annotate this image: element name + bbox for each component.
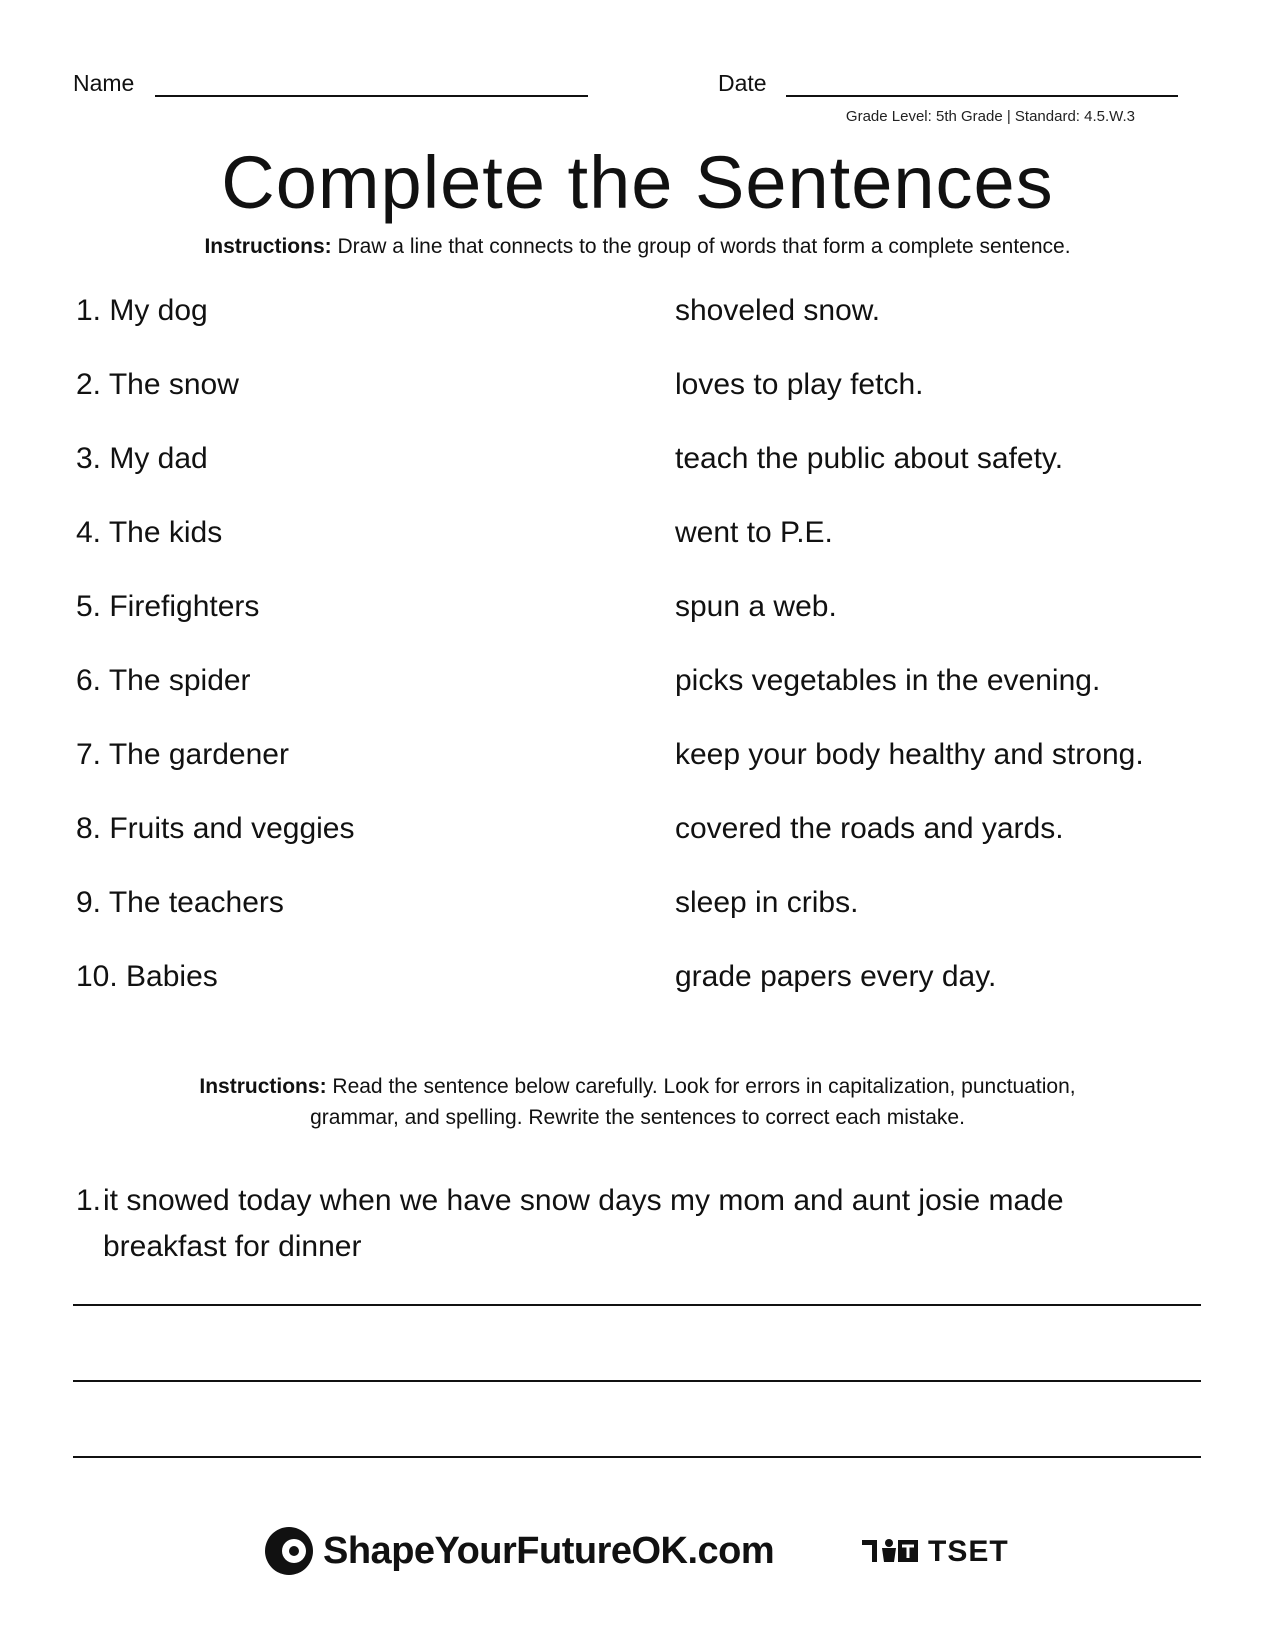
predicate-item: sleep in cribs. [675, 886, 859, 919]
instructions-text: Draw a line that connects to the group of words that form a complete sentence. [337, 235, 1071, 258]
instructions-label: Instructions: [204, 235, 332, 258]
subject-item: 6. The spider [76, 664, 251, 697]
predicate-item: shoveled snow. [675, 294, 881, 327]
name-label: Name [73, 70, 135, 96]
subject-item: 1. My dog [76, 294, 208, 327]
instructions-label: Instructions: [199, 1075, 327, 1098]
footer-brand [265, 1525, 774, 1577]
predicate-item: loves to play fetch. [675, 368, 924, 401]
matching-instructions [0, 235, 1275, 259]
answer-line[interactable] [73, 1304, 1201, 1306]
predicate-item: teach the public about safety. [675, 442, 1064, 475]
rewrite-instructions-line2: grammar, and spelling. Rewrite the sentences to correct each mistake. [310, 1106, 965, 1129]
subject-item: 10. Babies [76, 960, 218, 993]
footer-site-url: ShapeYourFutureOK.com [323, 1529, 775, 1572]
date-label: Date [718, 70, 767, 96]
predicate-item: picks vegetables in the evening. [675, 664, 1101, 697]
answer-line[interactable] [73, 1456, 1201, 1458]
subject-item: 7. The gardener [76, 738, 289, 771]
page-title: Complete the Sentences [221, 141, 1054, 224]
name-input-line[interactable] [155, 95, 588, 97]
subject-item: 9. The teachers [76, 886, 284, 919]
rewrite-sentence [76, 1178, 1186, 1270]
answer-line[interactable] [73, 1380, 1201, 1382]
predicate-item: went to P.E. [675, 516, 833, 549]
subject-item: 5. Firefighters [76, 590, 260, 623]
subject-item: 2. The snow [76, 368, 239, 401]
tset-brand [862, 1535, 1009, 1569]
sentence-text: it snowed today when we have snow days my mom and aunt josie made breakfast for dinner [103, 1184, 1064, 1263]
date-input-line[interactable] [786, 95, 1178, 97]
predicate-item: grade papers every day. [675, 960, 997, 993]
subject-item: 3. My dad [76, 442, 208, 475]
predicate-item: covered the roads and yards. [675, 812, 1064, 845]
sentence-number: 1. [76, 1184, 102, 1217]
shape-your-future-logo-icon [265, 1527, 313, 1575]
rewrite-instructions-line1 [0, 1075, 1275, 1099]
instructions-text: Read the sentence below carefully. Look for errors in capitalization, punctuation, [332, 1075, 1076, 1098]
predicate-item: spun a web. [675, 590, 837, 623]
grade-standard-meta: Grade Level: 5th Grade | Standard: 4.5.W.3 [845, 108, 1135, 125]
subject-item: 8. Fruits and veggies [76, 812, 355, 845]
tset-logo-text: TSET [928, 1535, 1009, 1568]
subject-item: 4. The kids [76, 516, 223, 549]
tset-logo-icon [862, 1538, 922, 1566]
predicate-item: keep your body healthy and strong. [675, 738, 1144, 771]
